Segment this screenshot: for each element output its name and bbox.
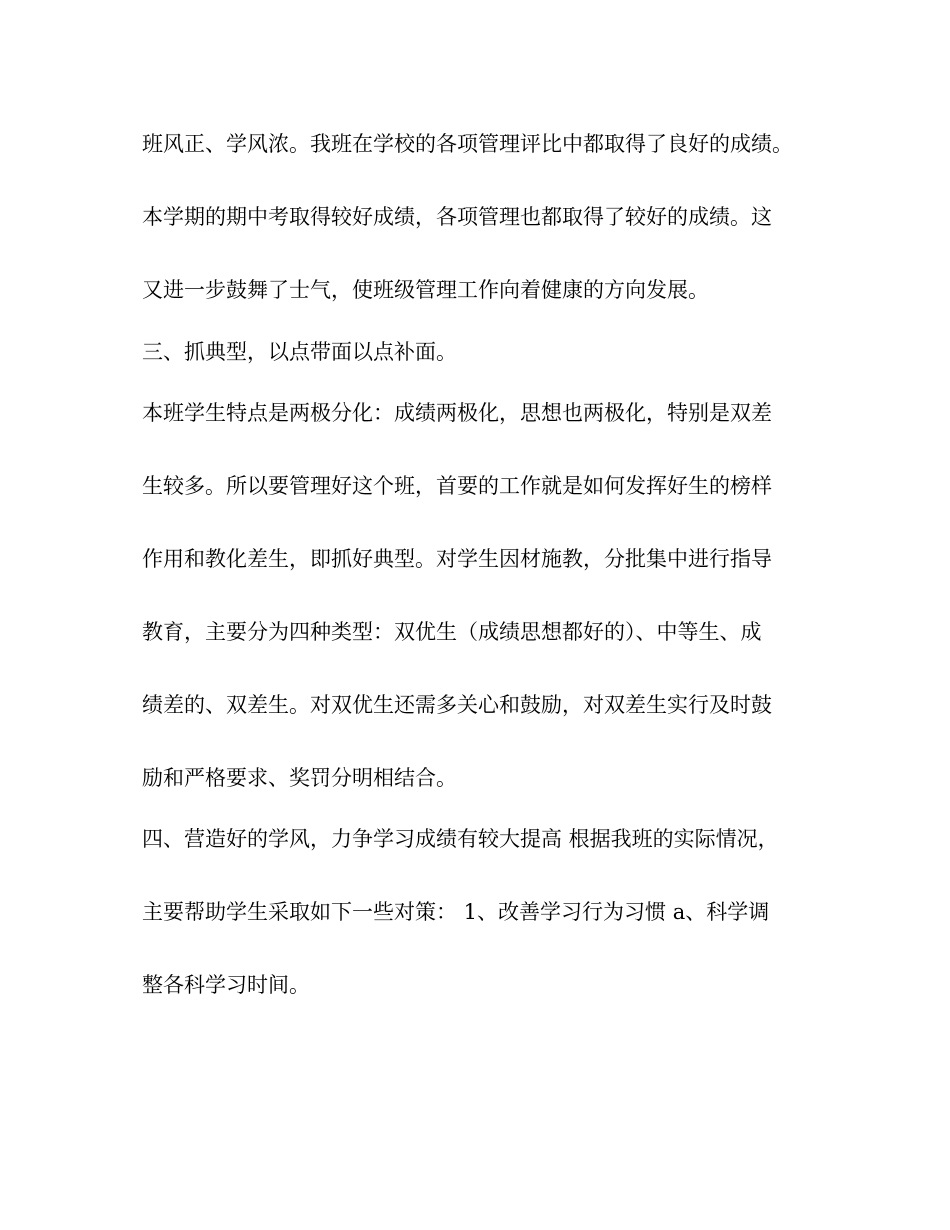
paragraph-line: 生较多。所以要管理好这个班，首要的工作就是如何发挥好生的榜样 (142, 474, 772, 498)
section-heading: 四、营造好的学风，力争学习成绩有较大提高 根据我班的实际情况， (142, 827, 779, 851)
section-heading: 三、抓典型，以点带面以点补面。 (142, 340, 457, 364)
paragraph-line: 主要帮助学生采取如下一些对策： 1、改善学习行为习惯 a、科学调 (142, 900, 770, 924)
paragraph-line: 本班学生特点是两极分化：成绩两极化，思想也两极化，特别是双差 (142, 401, 772, 425)
paragraph-line: 教育，主要分为四种类型：双优生（成绩思想都好的）、中等生、成 (142, 620, 762, 644)
paragraph-line: 本学期的期中考取得较好成绩，各项管理也都取得了较好的成绩。这 (142, 205, 772, 229)
paragraph-line: 又进一步鼓舞了士气，使班级管理工作向着健康的方向发展。 (142, 278, 709, 302)
paragraph-line: 班风正、学风浓。我班在学校的各项管理评比中都取得了良好的成绩。 (142, 132, 793, 156)
paragraph-line: 作用和教化差生，即抓好典型。对学生因材施教，分批集中进行指导 (142, 547, 772, 571)
paragraph-line: 绩差的、双差生。对双优生还需多关心和鼓励，对双差生实行及时鼓 (142, 693, 772, 717)
paragraph-line: 整各科学习时间。 (142, 973, 310, 997)
paragraph-line: 励和严格要求、奖罚分明相结合。 (142, 766, 457, 790)
